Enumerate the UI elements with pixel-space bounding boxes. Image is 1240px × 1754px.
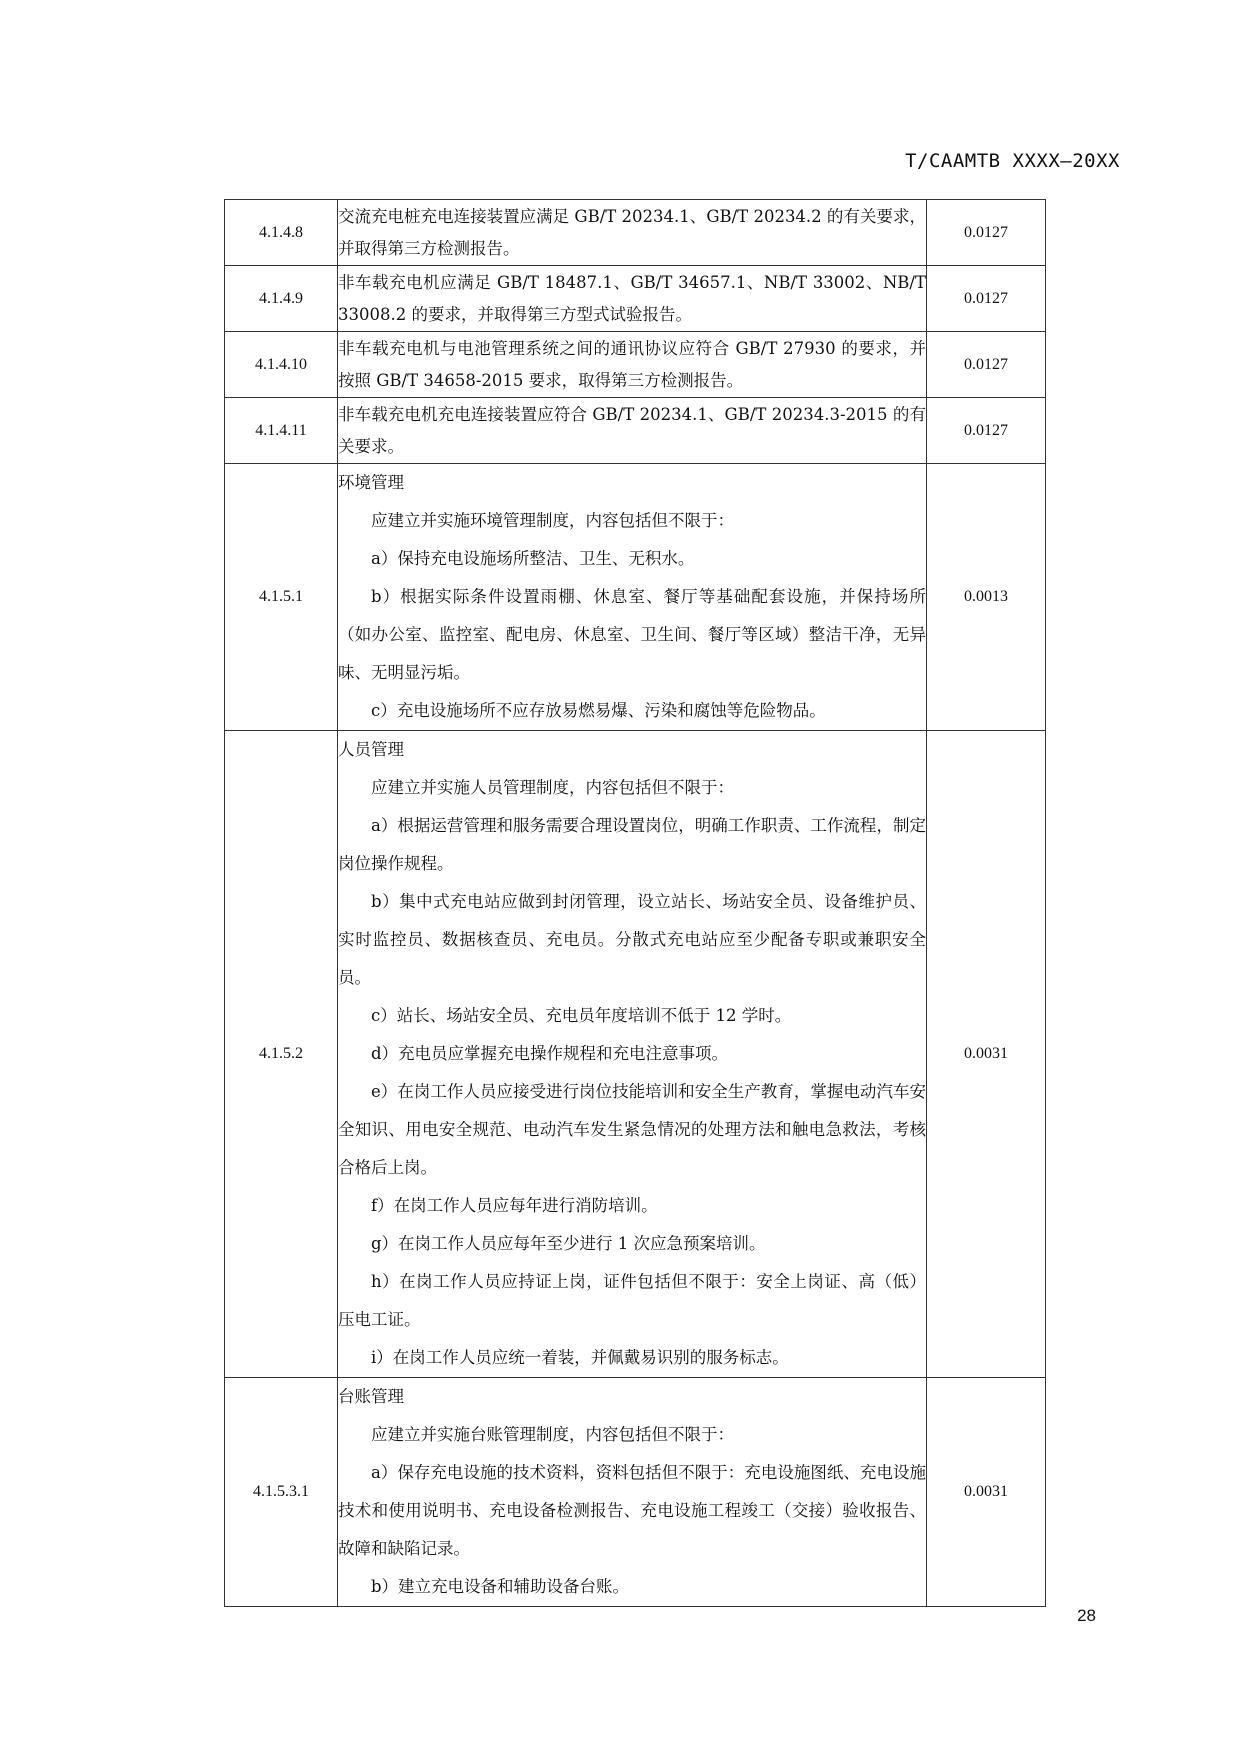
weight-value: 0.0127 bbox=[927, 266, 1046, 332]
table-row bbox=[225, 1378, 1046, 1607]
document-code: T/CAAMTB XXXX—20XX bbox=[905, 150, 1120, 172]
clause-number: 4.1.4.11 bbox=[225, 398, 338, 464]
table-row bbox=[225, 332, 1046, 398]
clause-number: 4.1.5.3.1 bbox=[225, 1378, 338, 1607]
clause-number: 4.1.4.9 bbox=[225, 266, 338, 332]
weight-value: 0.0031 bbox=[927, 731, 1046, 1378]
page-number: 28 bbox=[1077, 1606, 1096, 1625]
weight-value: 0.0127 bbox=[927, 398, 1046, 464]
clause-number: 4.1.4.8 bbox=[225, 200, 338, 266]
table-row bbox=[225, 731, 1046, 1378]
table-row bbox=[225, 266, 1046, 332]
clause-number: 4.1.4.10 bbox=[225, 332, 338, 398]
table-row bbox=[225, 200, 1046, 266]
section-title: 环境管理 bbox=[338, 473, 404, 492]
section-title: 台账管理 bbox=[338, 1387, 404, 1406]
requirement-text: 环境管理 应建立并实施环境管理制度，内容包括但不限于： a）保持充电设施场所整洁、卫生、无积水。 b）根据实际条件设置雨棚、休息室、餐厅等基础配套设施，并保持场所（如办公室、监控室、配电房、休息室、卫生间、餐厅等区域）整洁干净，无异味、无明显污垢。 c）充电设施场所不应存放易燃易爆、污染和腐蚀等危险物品。 bbox=[338, 464, 927, 731]
weight-value: 0.0127 bbox=[927, 200, 1046, 266]
requirement-text: 非车载充电机应满足 GB/T 18487.1、GB/T 34657.1、NB/T 33002、NB/T 33008.2 的要求，并取得第三方型式试验报告。 bbox=[338, 266, 927, 332]
requirement-text: 交流充电桩充电连接装置应满足 GB/T 20234.1、GB/T 20234.2 的有关要求，并取得第三方检测报告。 bbox=[338, 200, 927, 266]
weight-value: 0.0031 bbox=[927, 1378, 1046, 1607]
weight-value: 0.0013 bbox=[927, 464, 1046, 731]
requirement-text: 台账管理 应建立并实施台账管理制度，内容包括但不限于： a）保存充电设施的技术资料，资料包括但不限于：充电设施图纸、充电设施技术和使用说明书、充电设备检测报告、充电设施工程竣工（交接）验收报告、故障和缺陷记录。 b）建立充电设备和辅助设备台账。 bbox=[338, 1378, 927, 1607]
clause-number: 4.1.5.1 bbox=[225, 464, 338, 731]
weight-value: 0.0127 bbox=[927, 332, 1046, 398]
requirement-text: 人员管理 应建立并实施人员管理制度，内容包括但不限于： a）根据运营管理和服务需要合理设置岗位，明确工作职责、工作流程，制定岗位操作规程。 b）集中式充电站应做到封闭管理，设立站长、场站安全员、设备维护员、实时监控员、数据核查员、充电员。分散式充电站应至少配备专职或兼职安全员。 c）站长、场站安全员、充电员年度培训不低于 12 学时。 d）充电员应掌握充电操作规程和充电注意事项。 e）在岗工作人员应接受进行岗位技能培训和安全生产教育，掌握电动汽车安全知识、用电安全规范、电动汽车发生紧急情况的处理方法和触电急救法，考核合格后上岗。 f）在岗工作人员应每年进行消防培训。 g）在岗工作人员应每年至少进行 1 次应急预案培训。 h）在岗工作人员应持证上岗，证件包括但不限于：安全上岗证、高（低）压电工证。 i）在岗工作人员应统一着装，并佩戴易识别的服务标志。 bbox=[338, 731, 927, 1378]
requirement-text: 非车载充电机充电连接装置应符合 GB/T 20234.1、GB/T 20234.3-2015 的有关要求。 bbox=[338, 398, 927, 464]
section-title: 人员管理 bbox=[338, 740, 404, 759]
requirements-table bbox=[224, 199, 1046, 1607]
requirement-text: 非车载充电机与电池管理系统之间的通讯协议应符合 GB/T 27930 的要求，并按照 GB/T 34658-2015 要求，取得第三方检测报告。 bbox=[338, 332, 927, 398]
table-row bbox=[225, 398, 1046, 464]
table-row bbox=[225, 464, 1046, 731]
clause-number: 4.1.5.2 bbox=[225, 731, 338, 1378]
